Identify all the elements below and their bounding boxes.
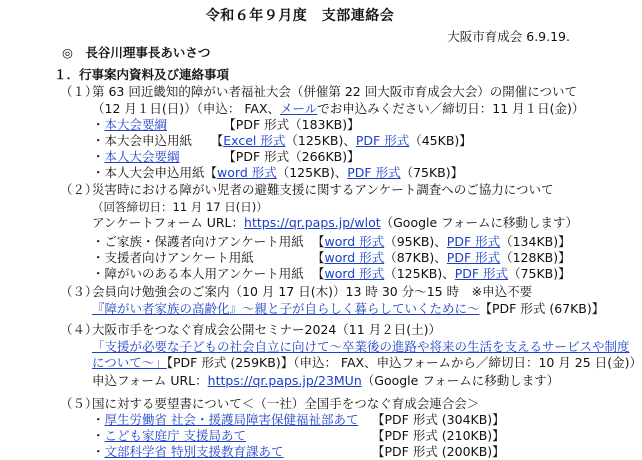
s4-form: 申込フォーム URL：https://qr.paps.jp/23MUn（Google フォームに移動します） xyxy=(92,373,560,388)
s4-title: 大阪市手をつなぐ育成会公開セミナー2024（11 月２日(土)） xyxy=(92,322,441,337)
section-heading-1: １．行事案内資料及び連絡事項 xyxy=(54,67,230,82)
s2-item-2-word-link[interactable]: word 形式 xyxy=(324,250,385,265)
s1-self-outline-link[interactable]: 本人大会要綱 xyxy=(104,149,180,164)
s4-seminar-link-cont[interactable]: について～」 xyxy=(92,355,167,370)
s5-mhlw-link[interactable]: 厚生労働省 社会・援護局障害保健福祉部あて xyxy=(104,412,359,427)
s5-number: （５） xyxy=(60,396,98,411)
s1-number: （１） xyxy=(60,84,98,99)
s5-item-3-note: 【PDF 形式 (200KB)】 xyxy=(372,444,505,459)
s3-study-link[interactable]: 『障がい者家族の高齢化』～親と子が自らしく暮らしていくために～ xyxy=(92,301,480,316)
s2-item-1-files: 【word 形式（95KB)、PDF 形式（134KB)】 xyxy=(312,234,571,249)
s4-number: （４） xyxy=(60,322,98,337)
s1-detail: （12 月１日(日)）（申込： FAX、メールでお申込みください／締切日：11 月１日(金)） xyxy=(92,101,585,116)
s2-item-3-word-link[interactable]: word 形式 xyxy=(324,266,385,281)
document-title: 令和６年９月度 支部連絡会 xyxy=(205,8,395,24)
greeting-heading: ◎ 長谷川理事長あいさつ xyxy=(62,45,211,60)
s1-item-1: ・本大会要綱 【PDF 形式（183KB)】 xyxy=(92,117,360,132)
s1-item-4: ・本人大会申込用紙【word 形式（125KB)、PDF 形式（75KB)】 xyxy=(92,165,464,180)
s2-item-1-pdf-link[interactable]: PDF 形式 xyxy=(446,234,501,249)
s2-item-3-pdf-link[interactable]: PDF 形式 xyxy=(454,266,509,281)
s4-seminar-link[interactable]: 「支援が必要な子どもの社会自立に向けて～卒業後の進路や将来の生活を支えるサービスや制度 xyxy=(92,339,630,354)
s1-pdf-link-1[interactable]: PDF 形式 xyxy=(355,133,410,148)
s2-item-3-label: ・障がいのある本人用アンケート用紙 xyxy=(92,266,304,281)
s1-item-3: ・本人大会要綱 【PDF 形式（266KB)】 xyxy=(92,149,360,164)
s5-item-2: ・こども家庭庁 支援局あて xyxy=(92,428,246,443)
s2-number: （２） xyxy=(60,182,98,197)
s5-cfa-link[interactable]: こども家庭庁 支援局あて xyxy=(104,428,246,443)
s2-item-3-files: 【word 形式（125KB)、PDF 形式（75KB)】 xyxy=(312,266,571,281)
s1-main-outline-link[interactable]: 本大会要綱 xyxy=(104,117,168,132)
s5-title: 国に対する要望書について＜（一社）全国手をつなぐ育成会連合会＞ xyxy=(92,396,480,411)
s5-item-1: ・厚生労働省 社会・援護局障害保健福祉部あて xyxy=(92,412,359,427)
s5-item-2-note: 【PDF 形式 (210KB)】 xyxy=(372,428,505,443)
s2-deadline: （回答締切日：11 月 17 日(日)） xyxy=(92,200,268,214)
s2-item-1-label: ・ご家族・保護者向けアンケート用紙 xyxy=(92,234,304,249)
s2-item-2-files: 【word 形式（87KB)、PDF 形式（128KB)】 xyxy=(312,250,571,265)
s5-mext-link[interactable]: 文部科学省 特別支援教育課あて xyxy=(104,444,284,459)
s4-line2: について～」【PDF 形式 (259KB)】（申込： FAX、申込フォームから／締切日：10 月 25 日(金)） xyxy=(92,355,642,370)
s1-excel-link[interactable]: Excel 形式 xyxy=(223,133,286,148)
s4-form-link[interactable]: https://qr.paps.jp/23MUn xyxy=(207,373,362,388)
s3-detail: 『障がい者家族の高齢化』～親と子が自らしく暮らしていくために～【PDF 形式 (67KB)】 xyxy=(92,301,605,316)
s2-form: アンケートフォーム URL：https://qr.paps.jp/wlot（Google フォームに移動します） xyxy=(92,215,579,230)
s2-title: 災害時における障がい児者の避難支援に関するアンケート調査へのご協力について xyxy=(92,182,554,197)
s5-item-1-note: 【PDF 形式 (304KB)】 xyxy=(372,412,505,427)
s1-pdf-link-2[interactable]: PDF 形式 xyxy=(347,165,401,180)
s2-item-1-word-link[interactable]: word 形式 xyxy=(324,234,385,249)
s1-title: 第 63 回近畿知的障がい者福祉大会（併催第 22 回大阪市育成会大会）の開催について xyxy=(92,84,577,99)
s4-seminar-link-l1 xyxy=(92,339,630,355)
s1-mail-link[interactable]: メール xyxy=(280,101,318,116)
s5-item-3: ・文部科学省 特別支援教育課あて xyxy=(92,444,284,459)
s3-number: （３） xyxy=(60,284,98,299)
s3-title: 会員向け勉強会のご案内（10 月 17 日(木)）13 時 30 分～15 時 ※申込不要 xyxy=(92,284,533,299)
s2-item-2-label: ・支援者向けアンケート用紙 xyxy=(92,250,254,265)
s2-item-2-pdf-link[interactable]: PDF 形式 xyxy=(446,250,501,265)
s2-form-link[interactable]: https://qr.paps.jp/wlot xyxy=(244,215,381,230)
s1-item-2: ・本大会申込用紙 【Excel 形式（125KB)、PDF 形式（45KB)】 xyxy=(92,133,472,148)
issuer-date: 大阪市育成会 6.9.19. xyxy=(447,29,570,44)
s1-word-link[interactable]: word 形式 xyxy=(217,165,277,180)
